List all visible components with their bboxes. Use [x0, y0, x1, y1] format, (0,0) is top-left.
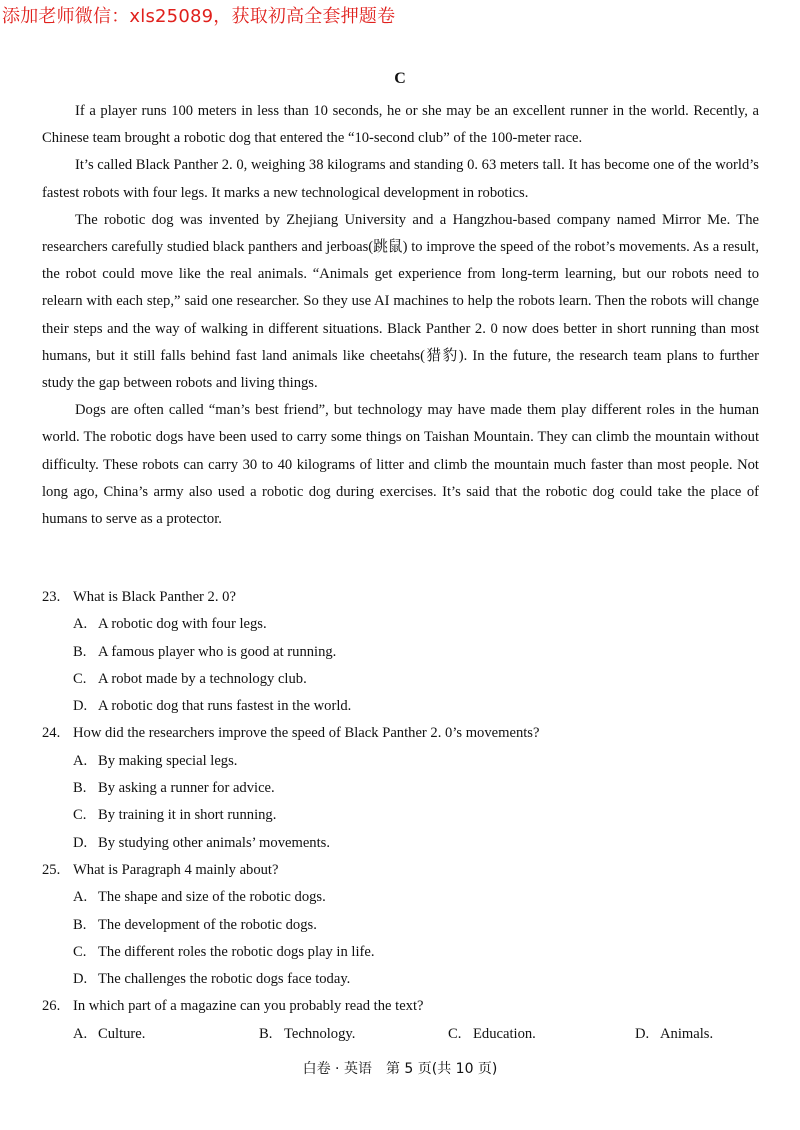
option-text: By studying other animals’ movements. [98, 834, 330, 851]
option-text: By asking a runner for advice. [98, 780, 275, 797]
question-23 [42, 584, 759, 720]
option-letter: D. [73, 971, 88, 988]
question-text: How did the researchers improve the speed of Black Panther 2. 0’s movements? [73, 725, 540, 742]
option-text: The shape and size of the robotic dogs. [98, 889, 326, 906]
question-number: 24. [42, 725, 61, 742]
question-stem [42, 857, 759, 884]
paragraph-4: Dogs are often called “man’s best friend”, but technology may have made them play different roles in the human world. The robotic dogs have been used to carry some things on Taishan Mountain. They can climb the mountain without difficulty. These robots can carry 30 to 40 kilograms of litter and climb the mountain much faster than most people. Not long ago, China’s army also used a robotic dog during exercises. It’s said that the robotic dog could take the place of humans to serve as a protector. [42, 402, 759, 528]
option-letter: D. [73, 834, 88, 851]
reading-passage [42, 98, 759, 533]
option-c [42, 939, 759, 966]
option-text: Animals. [660, 1025, 714, 1042]
question-number: 26. [42, 998, 61, 1015]
option-letter: A. [73, 1025, 88, 1042]
option-letter: B. [73, 643, 87, 660]
question-number: 23. [42, 589, 61, 605]
question-stem [42, 993, 759, 1020]
question-text: What is Paragraph 4 mainly about? [73, 861, 279, 878]
option-a [42, 748, 759, 775]
option-text: A robotic dog that runs fastest in the world. [98, 698, 352, 715]
option-text: Culture. [98, 1025, 146, 1042]
option-text: The challenges the robotic dogs face today. [98, 971, 351, 988]
option-b [42, 912, 759, 939]
option-d [42, 966, 759, 993]
option-text: A robot made by a technology club. [98, 670, 307, 687]
option-d [42, 830, 759, 857]
question-list [42, 584, 759, 1048]
question-stem [42, 584, 759, 611]
question-text: In which part of a magazine can you probably read the text? [73, 998, 424, 1015]
question-number: 25. [42, 861, 61, 878]
option-letter: C. [73, 670, 87, 687]
option-text: The different roles the robotic dogs play in life. [98, 943, 375, 960]
question-25 [42, 857, 759, 993]
option-text: By training it in short running. [98, 807, 277, 824]
option-a [42, 884, 759, 911]
option-text: A famous player who is good at running. [98, 643, 337, 660]
option-letter: D. [73, 698, 88, 715]
section-title: C [394, 70, 406, 87]
option-a [42, 611, 759, 638]
option-d [635, 1021, 713, 1048]
option-letter: C. [73, 943, 87, 960]
option-b [42, 639, 759, 666]
question-text: What is Black Panther 2. 0? [73, 589, 236, 605]
option-letter: A. [73, 889, 88, 906]
question-24 [42, 720, 759, 856]
option-text: By making special legs. [98, 752, 238, 769]
watermark-text: 添加老师微信：xls25089，获取初高全套押题卷 [2, 6, 396, 27]
paragraph-1: If a player runs 100 meters in less than 10 seconds, he or she may be an excellent runner in the world. Recently, a Chinese team brought a robotic dog that entered the “10-second club” of the 100-meter race. [42, 103, 759, 147]
option-c [42, 666, 759, 693]
option-d [42, 693, 759, 720]
option-text: Technology. [284, 1025, 356, 1042]
option-text: The development of the robotic dogs. [98, 916, 317, 933]
option-letter: B. [73, 780, 87, 797]
paragraph-3: The robotic dog was invented by Zhejiang University and a Hangzhou-based company named Mirror Me. The researchers carefully studied black panthers and jerboas(跳鼠) to improve the speed of the robot’s movements. As a result, the robot could move like the real animals. “Animals get experience from long-term learning, but our robots need to relearn with each step,” said one researcher. So they use AI machines to help the robots learn. Then the robots will change their steps and the way of walking in different situations. Black Panther 2. 0 now does better in short running than most humans, but it still falls behind fast land animals like cheetahs(猎豹). In the future, the research team plans to further study the gap between robots and living things. [42, 211, 759, 392]
option-letter: C. [448, 1025, 462, 1042]
paragraph-2: It’s called Black Panther 2. 0, weighing 38 kilograms and standing 0. 63 meters tall. It has become one of the world’s fastest robots with four legs. It marks a new technological development in robotics. [42, 157, 759, 201]
question-26 [42, 993, 759, 1048]
option-b [42, 775, 759, 802]
option-text: A robotic dog with four legs. [98, 616, 267, 633]
option-c [42, 802, 759, 829]
option-row [42, 1021, 759, 1048]
option-c [448, 1021, 536, 1048]
option-letter: D. [635, 1025, 650, 1042]
question-stem [42, 720, 759, 747]
page-footer: 白卷 · 英语 第 5 页(共 10 页) [302, 1061, 498, 1077]
option-text: Education. [473, 1025, 536, 1042]
option-letter: A. [73, 616, 88, 633]
option-letter: C. [73, 807, 87, 824]
option-letter: B. [259, 1025, 273, 1042]
option-b [259, 1021, 355, 1048]
option-a [73, 1021, 145, 1048]
option-letter: B. [73, 916, 87, 933]
option-letter: A. [73, 752, 88, 769]
